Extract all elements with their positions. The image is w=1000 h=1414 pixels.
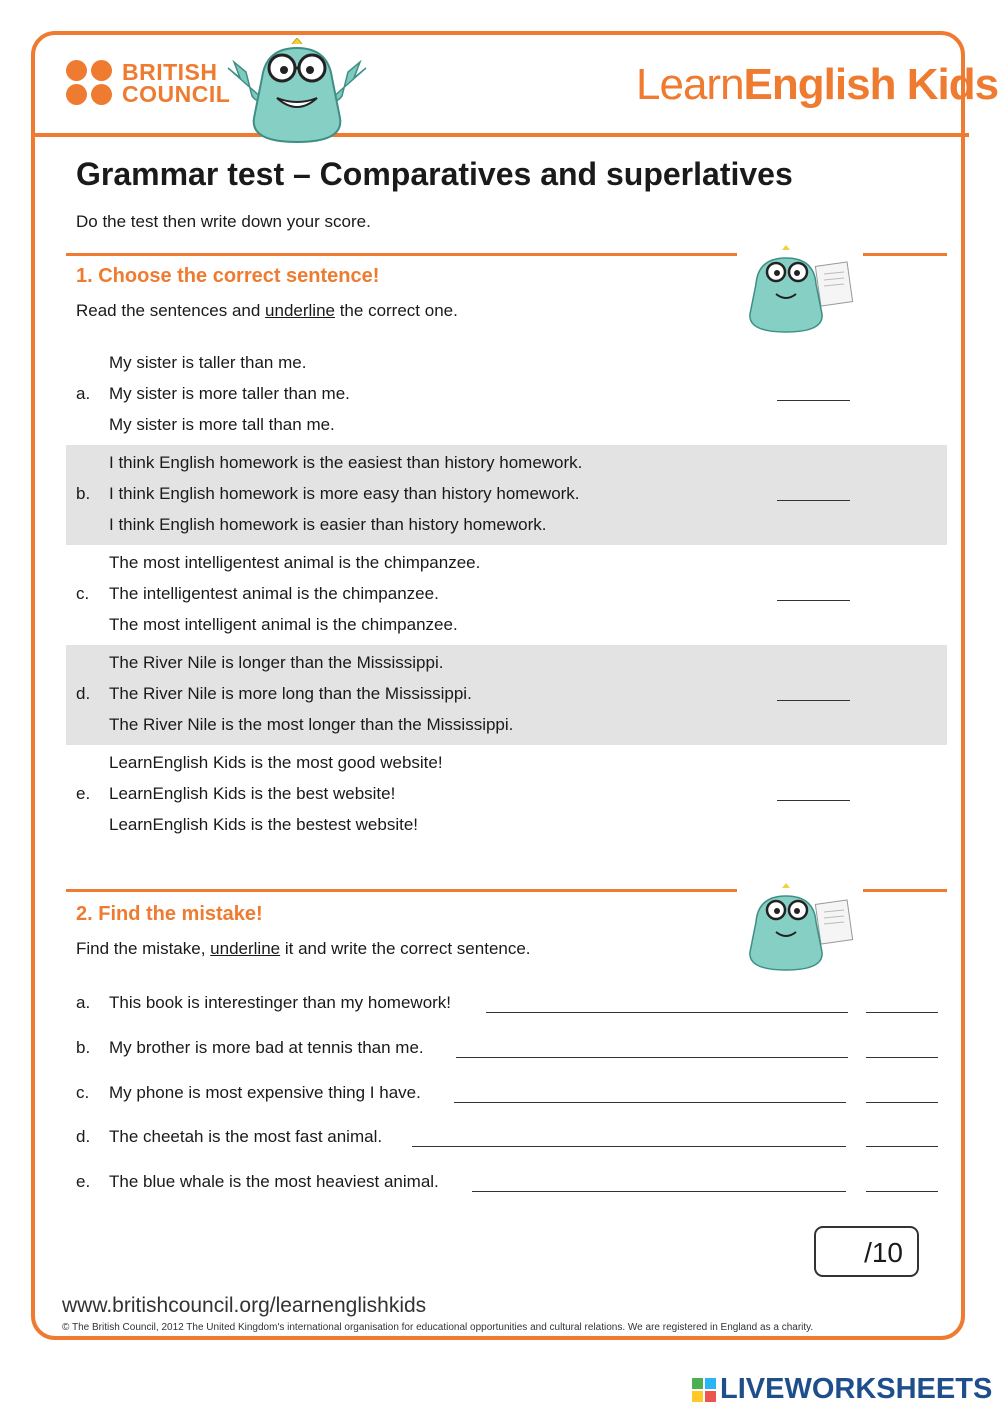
score-blank[interactable] <box>866 1102 938 1103</box>
score-blank[interactable] <box>777 400 850 401</box>
section1-instructions: Read the sentences and underline the correct one. <box>76 301 458 320</box>
option-1[interactable]: The most intelligentest animal is the chimpanzee. <box>109 553 481 572</box>
british-council-logo <box>66 60 230 105</box>
score-blank[interactable] <box>777 700 850 701</box>
option-3[interactable]: LearnEnglish Kids is the bestest website! <box>109 815 419 834</box>
page-subtitle: Do the test then write down your score. <box>76 212 371 231</box>
section2-rule-left <box>66 889 737 892</box>
answer-line[interactable] <box>454 1102 846 1103</box>
lek-learn: Learn <box>636 60 744 109</box>
option-3[interactable]: The most intelligent animal is the chimpanzee. <box>109 615 458 634</box>
question-sentence[interactable]: My brother is more bad at tennis than me. <box>109 1038 424 1057</box>
question-letter: a. <box>76 993 91 1012</box>
question-letter: c. <box>76 1083 90 1102</box>
option-2[interactable]: The intelligentest animal is the chimpanzee. <box>109 584 439 603</box>
question-letter: b. <box>76 484 91 503</box>
option-2[interactable]: The River Nile is more long than the Mississippi. <box>109 684 472 703</box>
option-2[interactable]: I think English homework is more easy than history homework. <box>109 484 580 503</box>
question-letter: d. <box>76 684 91 703</box>
lek-kids: Kids <box>906 60 999 109</box>
learnenglish-kids-logo <box>636 60 998 110</box>
section2-instructions: Find the mistake, underline it and write the correct sentence. <box>76 939 531 958</box>
option-3[interactable]: My sister is more tall than me. <box>109 415 335 434</box>
section1-rule-left <box>66 253 737 256</box>
monster-mascot-icon <box>222 38 372 148</box>
mascot-with-paper-icon <box>742 882 856 972</box>
score-blank[interactable] <box>866 1057 938 1058</box>
option-2[interactable]: LearnEnglish Kids is the best website! <box>109 784 396 803</box>
mascot-with-paper-icon <box>742 244 856 334</box>
score-blank[interactable] <box>866 1012 938 1013</box>
question2-item <box>76 1172 946 1198</box>
question-letter: e. <box>76 1172 91 1191</box>
option-1[interactable]: My sister is taller than me. <box>109 353 307 372</box>
lek-english: English <box>743 60 896 109</box>
question1-item[interactable] <box>66 345 947 445</box>
option-1[interactable]: The River Nile is longer than the Mississippi. <box>109 653 444 672</box>
option-2[interactable]: My sister is more taller than me. <box>109 384 350 403</box>
section2-rule-right <box>863 889 947 892</box>
liveworksheets-grid-icon <box>692 1378 716 1402</box>
question-letter: b. <box>76 1038 91 1057</box>
question-letter: c. <box>76 584 90 603</box>
question1-item[interactable] <box>66 545 947 645</box>
question-sentence[interactable]: The blue whale is the most heaviest animal. <box>109 1172 439 1191</box>
liveworksheets-logo[interactable] <box>692 1373 992 1406</box>
question-letter: a. <box>76 384 91 403</box>
answer-line[interactable] <box>456 1057 848 1058</box>
page-title: Grammar test – Comparatives and superlatives <box>76 156 793 192</box>
question2-item <box>76 1038 946 1064</box>
footer-copyright: © The British Council, 2012 The United Kingdom's international organisation for educational opportunities and cultural relations. We are registered in England as a charity. <box>62 1322 814 1333</box>
question-letter: d. <box>76 1127 91 1146</box>
question2-item <box>76 1127 946 1153</box>
question1-item[interactable] <box>66 745 947 845</box>
option-3[interactable]: The River Nile is the most longer than the Mississippi. <box>109 715 514 734</box>
question-sentence[interactable]: My phone is most expensive thing I have. <box>109 1083 421 1102</box>
bc-dots-icon <box>66 60 113 105</box>
option-3[interactable]: I think English homework is easier than history homework. <box>109 515 547 534</box>
score-blank[interactable] <box>777 800 850 801</box>
question1-item[interactable] <box>66 445 947 545</box>
question-sentence[interactable]: This book is interestinger than my homework! <box>109 993 452 1012</box>
answer-line[interactable] <box>412 1146 846 1147</box>
option-1[interactable]: I think English homework is the easiest than history homework. <box>109 453 583 472</box>
answer-line[interactable] <box>472 1191 846 1192</box>
liveworksheets-wordmark: LIVEWORKSHEETS <box>720 1373 993 1405</box>
question2-item <box>76 1083 946 1109</box>
question-letter: e. <box>76 784 91 803</box>
question1-item[interactable] <box>66 645 947 745</box>
bc-line-1: BRITISH <box>122 58 218 85</box>
score-blank[interactable] <box>777 600 850 601</box>
bc-line-2: COUNCIL <box>122 80 231 107</box>
section2-title: 2. Find the mistake! <box>76 903 263 925</box>
answer-line[interactable] <box>486 1012 848 1013</box>
footer-website[interactable]: www.britishcouncil.org/learnenglishkids <box>62 1294 427 1317</box>
header-divider <box>31 133 969 137</box>
option-1[interactable]: LearnEnglish Kids is the most good website! <box>109 753 443 772</box>
question-sentence[interactable]: The cheetah is the most fast animal. <box>109 1127 383 1146</box>
score-blank[interactable] <box>777 500 850 501</box>
section1-title: 1. Choose the correct sentence! <box>76 265 380 287</box>
section1-rule-right <box>863 253 947 256</box>
question2-item <box>76 993 946 1019</box>
total-score-box: /10 <box>814 1226 919 1277</box>
score-blank[interactable] <box>866 1146 938 1147</box>
score-blank[interactable] <box>866 1191 938 1192</box>
